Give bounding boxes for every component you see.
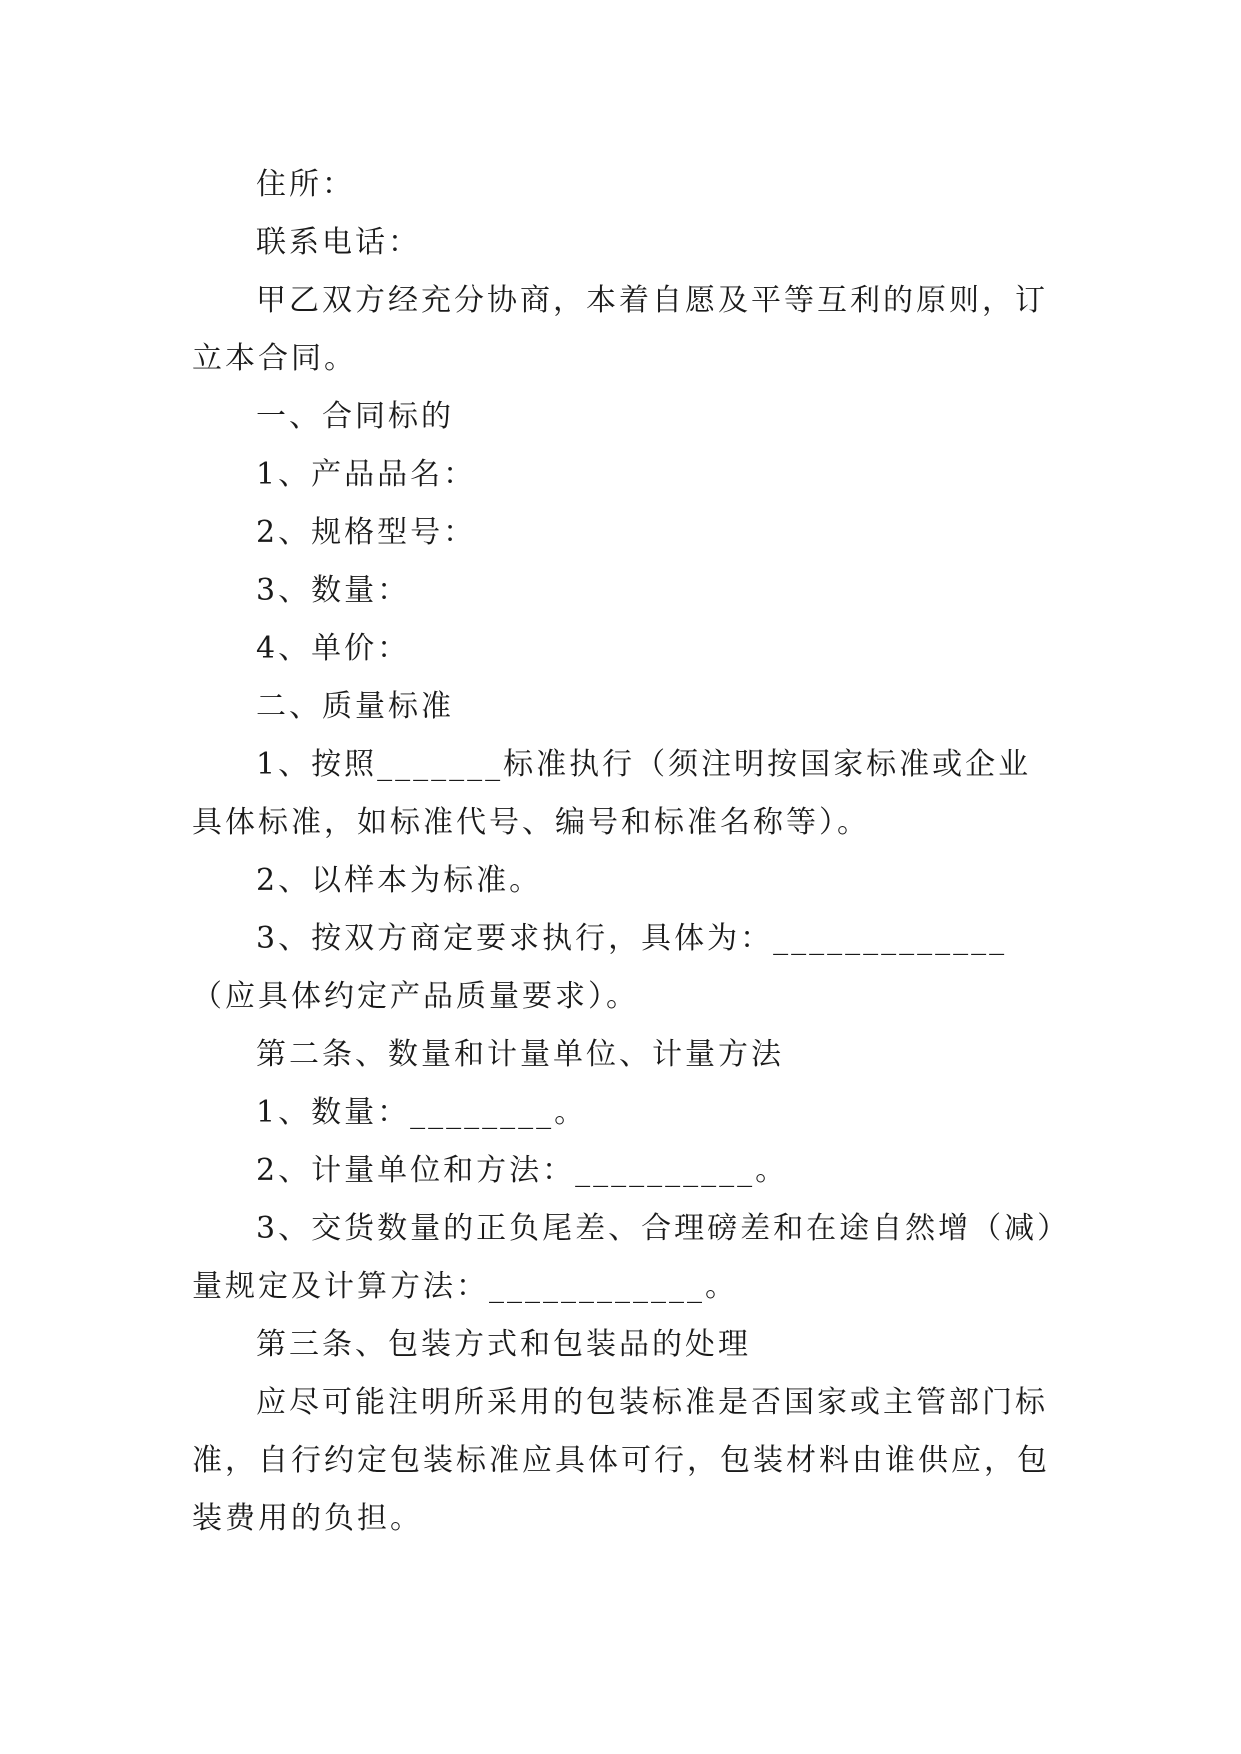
article-2-heading: 第二条、数量和计量单位、计量方法 <box>256 1037 784 1072</box>
section-heading-quality: 二、质量标准 <box>256 689 454 724</box>
quality-clause-1: 1、按照_______标准执行（须注明按国家标准或企业具体标准，如标准代号、编号和标准名称等）。 <box>192 747 1032 840</box>
article-3-body: 应尽可能注明所采用的包装标准是否国家或主管部门标准，自行约定包装标准应具体可行，包装材料由谁供应，包装费用的负担。 <box>192 1385 1050 1536</box>
article-2-clause-1: 1、数量：________。 <box>256 1095 588 1130</box>
article-2-clause-2: 2、计量单位和方法：__________。 <box>256 1153 789 1188</box>
quantity-line: 3、数量： <box>256 573 411 608</box>
quality-clause-3: 3、按双方商定要求执行，具体为：_____________（应具体约定产品质量要求）。 <box>192 921 1008 1014</box>
spec-model-line: 2、规格型号： <box>256 515 477 550</box>
address-line: 住所： <box>256 167 355 202</box>
section-heading-subject: 一、合同标的 <box>256 399 454 434</box>
document-body <box>192 156 1060 1548</box>
article-2-clause-3: 3、交货数量的正负尾差、合理磅差和在途自然增（减）量规定及计算方法：____________。 <box>192 1211 1056 1304</box>
article-3-heading: 第三条、包装方式和包装品的处理 <box>256 1327 751 1362</box>
preamble-paragraph: 甲乙双方经充分协商，本着自愿及平等互利的原则，订立本合同。 <box>192 283 1048 376</box>
phone-line: 联系电话： <box>256 225 421 260</box>
product-name-line: 1、产品品名： <box>256 457 477 492</box>
quality-clause-2: 2、以样本为标准。 <box>256 863 543 898</box>
unit-price-line: 4、单价： <box>256 631 411 666</box>
